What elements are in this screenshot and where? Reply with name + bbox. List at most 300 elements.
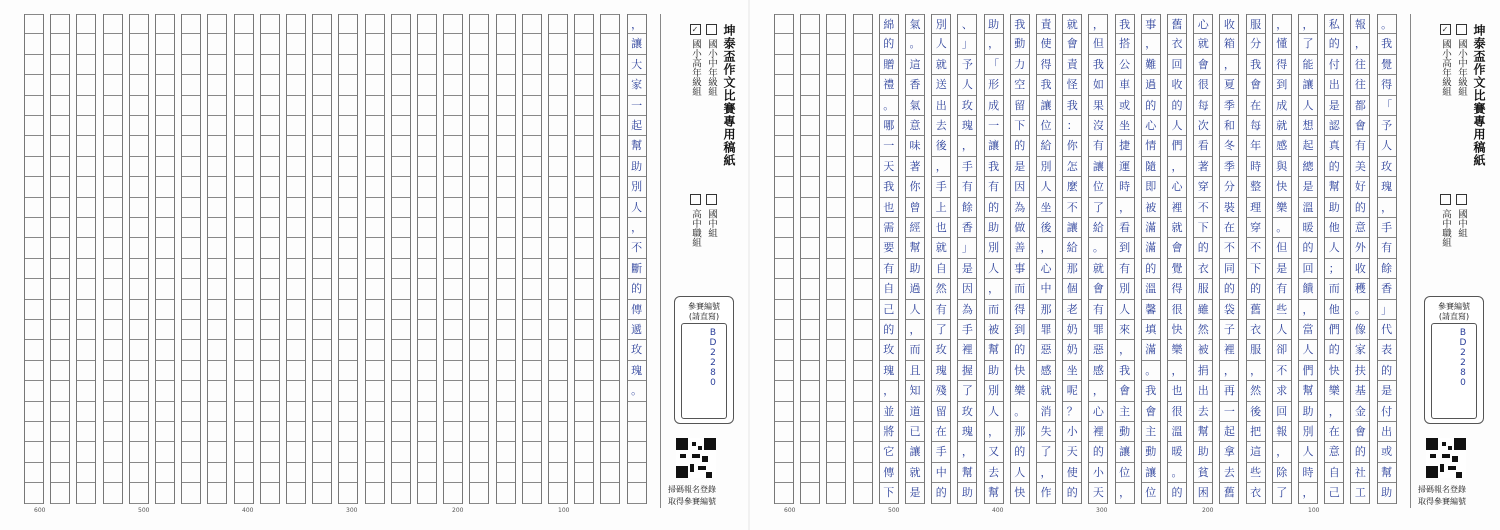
grid-cell[interactable]: 瑰 bbox=[880, 361, 898, 381]
option-elementary-high[interactable] bbox=[1438, 24, 1452, 96]
grid-cell[interactable]: 舊 bbox=[1220, 483, 1238, 503]
grid-cell[interactable] bbox=[104, 463, 122, 483]
grid-cell[interactable]: 人 bbox=[1299, 442, 1317, 462]
grid-cell[interactable] bbox=[523, 198, 541, 218]
grid-cell[interactable]: 別 bbox=[932, 14, 950, 34]
grid-cell[interactable] bbox=[208, 96, 226, 116]
grid-cell[interactable] bbox=[77, 340, 95, 360]
grid-cell[interactable] bbox=[470, 55, 488, 75]
grid-cell[interactable]: 讓 bbox=[1037, 96, 1055, 116]
grid-cell[interactable] bbox=[366, 238, 384, 258]
grid-cell[interactable]: 報 bbox=[1273, 422, 1291, 442]
grid-cell[interactable] bbox=[366, 320, 384, 340]
grid-cell[interactable] bbox=[854, 300, 872, 320]
grid-cell[interactable]: 瑰 bbox=[958, 116, 976, 136]
grid-cell[interactable]: 的 bbox=[1325, 340, 1343, 360]
grid-cell[interactable] bbox=[392, 136, 410, 156]
grid-cell[interactable] bbox=[601, 55, 619, 75]
grid-cell[interactable]: ， bbox=[1116, 340, 1134, 360]
grid-cell[interactable] bbox=[366, 402, 384, 422]
grid-cell[interactable]: 快 bbox=[1011, 483, 1029, 503]
grid-cell[interactable] bbox=[25, 96, 43, 116]
grid-cell[interactable] bbox=[575, 96, 593, 116]
grid-cell[interactable] bbox=[130, 320, 148, 340]
grid-cell[interactable] bbox=[182, 340, 200, 360]
grid-cell[interactable] bbox=[235, 340, 253, 360]
grid-cell[interactable] bbox=[77, 116, 95, 136]
grid-cell[interactable] bbox=[418, 75, 436, 95]
grid-cell[interactable] bbox=[182, 279, 200, 299]
grid-cell[interactable] bbox=[261, 422, 279, 442]
grid-cell[interactable]: 這 bbox=[1247, 442, 1265, 462]
grid-cell[interactable]: 。 bbox=[628, 381, 646, 401]
grid-cell[interactable]: 意 bbox=[906, 116, 924, 136]
grid-cell[interactable] bbox=[392, 361, 410, 381]
grid-cell[interactable]: 形 bbox=[985, 75, 1003, 95]
grid-cell[interactable] bbox=[827, 177, 845, 197]
grid-cell[interactable] bbox=[801, 34, 819, 54]
grid-cell[interactable]: 」 bbox=[958, 238, 976, 258]
grid-cell[interactable] bbox=[235, 177, 253, 197]
grid-cell[interactable]: 求 bbox=[1273, 381, 1291, 401]
grid-cell[interactable] bbox=[366, 116, 384, 136]
grid-cell[interactable] bbox=[470, 381, 488, 401]
grid-cell[interactable] bbox=[313, 340, 331, 360]
grid-cell[interactable] bbox=[25, 279, 43, 299]
grid-cell[interactable]: ， bbox=[1325, 402, 1343, 422]
grid-cell[interactable] bbox=[156, 340, 174, 360]
grid-cell[interactable] bbox=[392, 259, 410, 279]
grid-cell[interactable]: 穿 bbox=[1247, 218, 1265, 238]
grid-cell[interactable] bbox=[497, 361, 515, 381]
grid-cell[interactable] bbox=[313, 442, 331, 462]
grid-cell[interactable] bbox=[235, 116, 253, 136]
grid-cell[interactable]: 的 bbox=[1142, 259, 1160, 279]
grid-cell[interactable] bbox=[313, 177, 331, 197]
grid-cell[interactable]: 舊 bbox=[1168, 14, 1186, 34]
grid-cell[interactable]: 在 bbox=[1247, 96, 1265, 116]
grid-cell[interactable] bbox=[77, 75, 95, 95]
grid-cell[interactable] bbox=[801, 381, 819, 401]
grid-cell[interactable] bbox=[339, 300, 357, 320]
grid-cell[interactable]: 助 bbox=[958, 483, 976, 503]
grid-cell[interactable]: 季 bbox=[1220, 157, 1238, 177]
grid-cell[interactable] bbox=[104, 320, 122, 340]
grid-cell[interactable] bbox=[366, 177, 384, 197]
grid-cell[interactable] bbox=[575, 136, 593, 156]
grid-cell[interactable] bbox=[801, 55, 819, 75]
grid-cell[interactable] bbox=[628, 442, 646, 462]
grid-cell[interactable]: 給 bbox=[1089, 218, 1107, 238]
grid-cell[interactable]: 有 bbox=[1089, 136, 1107, 156]
grid-cell[interactable]: 就 bbox=[1063, 14, 1081, 34]
grid-cell[interactable] bbox=[775, 463, 793, 483]
grid-cell[interactable]: 的 bbox=[1011, 340, 1029, 360]
grid-cell[interactable] bbox=[418, 320, 436, 340]
grid-cell[interactable] bbox=[235, 483, 253, 503]
grid-cell[interactable]: 的 bbox=[1089, 442, 1107, 462]
grid-cell[interactable] bbox=[497, 402, 515, 422]
grid-cell[interactable] bbox=[208, 116, 226, 136]
grid-cell[interactable]: ， bbox=[906, 320, 924, 340]
grid-cell[interactable] bbox=[51, 402, 69, 422]
grid-cell[interactable]: 但 bbox=[1089, 34, 1107, 54]
grid-cell[interactable] bbox=[523, 402, 541, 422]
grid-cell[interactable] bbox=[287, 198, 305, 218]
grid-cell[interactable]: ， bbox=[1220, 361, 1238, 381]
grid-cell[interactable] bbox=[366, 442, 384, 462]
grid-cell[interactable]: 到 bbox=[1273, 75, 1291, 95]
grid-cell[interactable] bbox=[497, 116, 515, 136]
grid-cell[interactable] bbox=[801, 136, 819, 156]
grid-cell[interactable]: 留 bbox=[932, 402, 950, 422]
grid-cell[interactable]: 道 bbox=[906, 402, 924, 422]
grid-cell[interactable] bbox=[235, 442, 253, 462]
grid-cell[interactable] bbox=[523, 320, 541, 340]
grid-cell[interactable] bbox=[392, 300, 410, 320]
grid-cell[interactable]: 予 bbox=[958, 55, 976, 75]
grid-cell[interactable]: 助 bbox=[628, 157, 646, 177]
grid-cell[interactable] bbox=[827, 381, 845, 401]
grid-cell[interactable]: 餘 bbox=[958, 198, 976, 218]
grid-cell[interactable]: 箱 bbox=[1220, 34, 1238, 54]
grid-cell[interactable] bbox=[130, 279, 148, 299]
grid-cell[interactable]: 的 bbox=[1142, 96, 1160, 116]
grid-cell[interactable] bbox=[130, 218, 148, 238]
grid-cell[interactable]: 知 bbox=[906, 381, 924, 401]
grid-cell[interactable]: 為 bbox=[958, 300, 976, 320]
grid-cell[interactable] bbox=[25, 483, 43, 503]
grid-cell[interactable]: 的 bbox=[1011, 136, 1029, 156]
grid-cell[interactable] bbox=[854, 177, 872, 197]
grid-cell[interactable]: 很 bbox=[1168, 402, 1186, 422]
grid-cell[interactable]: 也 bbox=[1168, 381, 1186, 401]
grid-cell[interactable]: 人 bbox=[985, 259, 1003, 279]
grid-cell[interactable] bbox=[601, 218, 619, 238]
grid-cell[interactable]: 了 bbox=[1089, 198, 1107, 218]
grid-cell[interactable]: 個 bbox=[1063, 279, 1081, 299]
grid-cell[interactable]: 但 bbox=[1273, 238, 1291, 258]
grid-cell[interactable] bbox=[418, 422, 436, 442]
grid-cell[interactable]: 出 bbox=[932, 96, 950, 116]
grid-cell[interactable] bbox=[444, 422, 462, 442]
grid-cell[interactable] bbox=[549, 55, 567, 75]
grid-cell[interactable]: 手 bbox=[1378, 218, 1396, 238]
grid-cell[interactable] bbox=[208, 361, 226, 381]
grid-cell[interactable]: 氣 bbox=[906, 14, 924, 34]
grid-cell[interactable] bbox=[339, 157, 357, 177]
grid-cell[interactable]: 玫 bbox=[932, 340, 950, 360]
grid-cell[interactable]: 作 bbox=[1037, 483, 1055, 503]
grid-cell[interactable] bbox=[287, 75, 305, 95]
grid-cell[interactable]: 有 bbox=[958, 177, 976, 197]
grid-cell[interactable]: 公 bbox=[1116, 55, 1134, 75]
grid-cell[interactable]: 位 bbox=[1089, 177, 1107, 197]
grid-cell[interactable] bbox=[366, 136, 384, 156]
grid-cell[interactable] bbox=[287, 361, 305, 381]
grid-cell[interactable] bbox=[575, 320, 593, 340]
grid-cell[interactable]: 香 bbox=[958, 218, 976, 238]
grid-cell[interactable]: 我 bbox=[1142, 381, 1160, 401]
grid-cell[interactable] bbox=[25, 463, 43, 483]
grid-cell[interactable]: 隨 bbox=[1142, 157, 1160, 177]
grid-cell[interactable]: 別 bbox=[1299, 422, 1317, 442]
grid-cell[interactable] bbox=[497, 381, 515, 401]
grid-cell[interactable] bbox=[339, 75, 357, 95]
grid-cell[interactable]: 要 bbox=[880, 238, 898, 258]
grid-cell[interactable] bbox=[523, 34, 541, 54]
grid-cell[interactable]: 付 bbox=[1378, 402, 1396, 422]
grid-cell[interactable]: 些 bbox=[1273, 300, 1291, 320]
grid-cell[interactable]: 的 bbox=[1325, 157, 1343, 177]
grid-cell[interactable] bbox=[130, 136, 148, 156]
grid-cell[interactable] bbox=[418, 14, 436, 34]
grid-cell[interactable] bbox=[261, 14, 279, 34]
grid-cell[interactable] bbox=[130, 157, 148, 177]
grid-cell[interactable]: 我 bbox=[985, 157, 1003, 177]
grid-cell[interactable] bbox=[827, 300, 845, 320]
grid-cell[interactable] bbox=[25, 177, 43, 197]
grid-cell[interactable] bbox=[601, 381, 619, 401]
grid-cell[interactable]: 事 bbox=[1142, 14, 1160, 34]
grid-cell[interactable]: 自 bbox=[1325, 463, 1343, 483]
grid-cell[interactable]: 是 bbox=[906, 483, 924, 503]
grid-cell[interactable] bbox=[287, 320, 305, 340]
grid-cell[interactable] bbox=[182, 402, 200, 422]
grid-cell[interactable] bbox=[854, 34, 872, 54]
grid-cell[interactable] bbox=[392, 96, 410, 116]
grid-cell[interactable] bbox=[497, 198, 515, 218]
grid-cell[interactable] bbox=[497, 238, 515, 258]
grid-cell[interactable] bbox=[261, 442, 279, 462]
grid-cell[interactable]: 意 bbox=[1325, 442, 1343, 462]
grid-cell[interactable]: 惡 bbox=[1089, 340, 1107, 360]
grid-cell[interactable] bbox=[444, 198, 462, 218]
grid-cell[interactable] bbox=[77, 300, 95, 320]
grid-cell[interactable] bbox=[208, 381, 226, 401]
grid-cell[interactable]: 每 bbox=[1194, 96, 1212, 116]
grid-cell[interactable]: 就 bbox=[1089, 259, 1107, 279]
grid-cell[interactable] bbox=[313, 300, 331, 320]
grid-cell[interactable] bbox=[601, 483, 619, 503]
grid-cell[interactable]: 手 bbox=[932, 442, 950, 462]
grid-cell[interactable]: 上 bbox=[932, 198, 950, 218]
grid-cell[interactable] bbox=[827, 218, 845, 238]
grid-cell[interactable]: 了 bbox=[958, 381, 976, 401]
grid-cell[interactable] bbox=[339, 320, 357, 340]
grid-cell[interactable] bbox=[130, 198, 148, 218]
grid-cell[interactable]: 幫 bbox=[1325, 177, 1343, 197]
grid-cell[interactable] bbox=[523, 55, 541, 75]
grid-cell[interactable] bbox=[104, 279, 122, 299]
grid-cell[interactable] bbox=[523, 177, 541, 197]
grid-cell[interactable] bbox=[25, 157, 43, 177]
grid-cell[interactable]: 滿 bbox=[1142, 340, 1160, 360]
grid-cell[interactable] bbox=[156, 320, 174, 340]
grid-cell[interactable] bbox=[470, 14, 488, 34]
grid-cell[interactable]: 覺 bbox=[1378, 55, 1396, 75]
grid-cell[interactable] bbox=[854, 96, 872, 116]
grid-cell[interactable]: 助 bbox=[1325, 198, 1343, 218]
grid-cell[interactable]: 下 bbox=[1194, 218, 1212, 238]
grid-cell[interactable] bbox=[104, 361, 122, 381]
grid-cell[interactable]: 已 bbox=[906, 422, 924, 442]
grid-cell[interactable] bbox=[366, 340, 384, 360]
grid-cell[interactable] bbox=[854, 14, 872, 34]
grid-cell[interactable] bbox=[287, 300, 305, 320]
grid-cell[interactable]: 裡 bbox=[1220, 340, 1238, 360]
grid-cell[interactable]: 有 bbox=[932, 300, 950, 320]
grid-cell[interactable]: 到 bbox=[1116, 238, 1134, 258]
grid-cell[interactable] bbox=[497, 34, 515, 54]
grid-cell[interactable]: 人 bbox=[1325, 238, 1343, 258]
grid-cell[interactable] bbox=[130, 381, 148, 401]
grid-cell[interactable] bbox=[130, 34, 148, 54]
grid-cell[interactable] bbox=[25, 422, 43, 442]
grid-cell[interactable]: 讓 bbox=[1299, 75, 1317, 95]
grid-cell[interactable]: 冬 bbox=[1220, 136, 1238, 156]
grid-cell[interactable]: ， bbox=[1168, 361, 1186, 381]
grid-cell[interactable] bbox=[130, 422, 148, 442]
grid-cell[interactable] bbox=[575, 14, 593, 34]
grid-cell[interactable] bbox=[182, 116, 200, 136]
grid-cell[interactable]: 衣 bbox=[1247, 320, 1265, 340]
grid-cell[interactable]: 的 bbox=[1299, 238, 1317, 258]
grid-cell[interactable]: 即 bbox=[1142, 177, 1160, 197]
grid-cell[interactable] bbox=[392, 463, 410, 483]
grid-cell[interactable] bbox=[801, 157, 819, 177]
grid-cell[interactable]: 樂 bbox=[1168, 340, 1186, 360]
grid-cell[interactable] bbox=[77, 320, 95, 340]
grid-cell[interactable] bbox=[339, 14, 357, 34]
grid-cell[interactable] bbox=[51, 116, 69, 136]
grid-cell[interactable]: 然 bbox=[1247, 381, 1265, 401]
grid-cell[interactable]: 傳 bbox=[880, 463, 898, 483]
grid-cell[interactable] bbox=[392, 442, 410, 462]
grid-cell[interactable]: 卻 bbox=[1273, 340, 1291, 360]
grid-cell[interactable] bbox=[25, 198, 43, 218]
grid-cell[interactable] bbox=[549, 320, 567, 340]
grid-cell[interactable] bbox=[801, 422, 819, 442]
grid-cell[interactable] bbox=[444, 55, 462, 75]
grid-cell[interactable] bbox=[313, 198, 331, 218]
grid-cell[interactable] bbox=[287, 157, 305, 177]
grid-cell[interactable]: 成 bbox=[1273, 96, 1291, 116]
grid-cell[interactable] bbox=[51, 177, 69, 197]
grid-cell[interactable] bbox=[287, 34, 305, 54]
grid-cell[interactable] bbox=[854, 279, 872, 299]
grid-cell[interactable] bbox=[182, 218, 200, 238]
grid-cell[interactable]: 而 bbox=[1325, 279, 1343, 299]
grid-cell[interactable]: 會 bbox=[1116, 381, 1134, 401]
grid-cell[interactable] bbox=[51, 381, 69, 401]
grid-cell[interactable]: 分 bbox=[1247, 34, 1265, 54]
grid-cell[interactable] bbox=[25, 402, 43, 422]
grid-cell[interactable] bbox=[854, 340, 872, 360]
grid-cell[interactable]: ， bbox=[958, 442, 976, 462]
grid-cell[interactable]: 舊 bbox=[1247, 300, 1265, 320]
grid-cell[interactable]: 了 bbox=[1037, 442, 1055, 462]
grid-cell[interactable] bbox=[339, 422, 357, 442]
grid-cell[interactable] bbox=[339, 402, 357, 422]
grid-cell[interactable]: 不 bbox=[1063, 198, 1081, 218]
grid-cell[interactable]: ， bbox=[1351, 34, 1369, 54]
grid-cell[interactable] bbox=[235, 157, 253, 177]
grid-cell[interactable] bbox=[444, 177, 462, 197]
grid-cell[interactable] bbox=[51, 300, 69, 320]
grid-cell[interactable] bbox=[313, 238, 331, 258]
grid-cell[interactable]: 看 bbox=[1116, 218, 1134, 238]
grid-cell[interactable] bbox=[104, 259, 122, 279]
grid-cell[interactable]: 予 bbox=[1378, 116, 1396, 136]
grid-cell[interactable]: 不 bbox=[1220, 238, 1238, 258]
grid-cell[interactable]: 了 bbox=[1273, 483, 1291, 503]
grid-cell[interactable] bbox=[775, 300, 793, 320]
grid-cell[interactable] bbox=[366, 361, 384, 381]
grid-cell[interactable]: 助 bbox=[1378, 483, 1396, 503]
grid-cell[interactable]: 回 bbox=[1168, 55, 1186, 75]
grid-cell[interactable] bbox=[827, 55, 845, 75]
grid-cell[interactable]: 好 bbox=[1351, 177, 1369, 197]
grid-cell[interactable] bbox=[156, 422, 174, 442]
grid-cell[interactable] bbox=[523, 157, 541, 177]
grid-cell[interactable]: 。 bbox=[1351, 300, 1369, 320]
grid-cell[interactable]: 玫 bbox=[628, 340, 646, 360]
grid-cell[interactable] bbox=[208, 320, 226, 340]
grid-cell[interactable]: 的 bbox=[985, 198, 1003, 218]
grid-cell[interactable] bbox=[287, 218, 305, 238]
grid-cell[interactable] bbox=[156, 34, 174, 54]
grid-cell[interactable] bbox=[444, 402, 462, 422]
grid-cell[interactable] bbox=[549, 157, 567, 177]
checkbox[interactable] bbox=[706, 24, 717, 35]
grid-cell[interactable] bbox=[104, 422, 122, 442]
grid-cell[interactable]: 們 bbox=[1325, 320, 1343, 340]
grid-cell[interactable] bbox=[77, 381, 95, 401]
grid-cell[interactable] bbox=[523, 259, 541, 279]
grid-cell[interactable]: 的 bbox=[1220, 279, 1238, 299]
grid-cell[interactable] bbox=[261, 381, 279, 401]
grid-cell[interactable] bbox=[51, 75, 69, 95]
grid-cell[interactable] bbox=[392, 218, 410, 238]
grid-cell[interactable] bbox=[775, 116, 793, 136]
grid-cell[interactable]: 消 bbox=[1037, 402, 1055, 422]
grid-cell[interactable] bbox=[25, 442, 43, 462]
grid-cell[interactable] bbox=[130, 402, 148, 422]
grid-cell[interactable] bbox=[575, 279, 593, 299]
checkbox[interactable]: ✓ bbox=[1440, 24, 1451, 35]
grid-cell[interactable] bbox=[313, 463, 331, 483]
grid-cell[interactable]: 位 bbox=[1116, 463, 1134, 483]
grid-cell[interactable] bbox=[392, 55, 410, 75]
grid-cell[interactable] bbox=[601, 238, 619, 258]
grid-cell[interactable] bbox=[339, 483, 357, 503]
grid-cell[interactable]: 己 bbox=[880, 300, 898, 320]
grid-cell[interactable]: 暖 bbox=[1168, 442, 1186, 462]
grid-cell[interactable]: 溫 bbox=[1142, 279, 1160, 299]
grid-cell[interactable] bbox=[261, 218, 279, 238]
grid-cell[interactable]: 並 bbox=[880, 402, 898, 422]
grid-cell[interactable]: 就 bbox=[1037, 381, 1055, 401]
grid-cell[interactable]: 位 bbox=[1142, 483, 1160, 503]
grid-cell[interactable] bbox=[104, 483, 122, 503]
grid-cell[interactable] bbox=[366, 55, 384, 75]
grid-cell[interactable]: 的 bbox=[1351, 198, 1369, 218]
grid-cell[interactable]: 主 bbox=[1116, 402, 1134, 422]
grid-cell[interactable]: 車 bbox=[1116, 75, 1134, 95]
grid-cell[interactable] bbox=[392, 422, 410, 442]
grid-cell[interactable]: 付 bbox=[1325, 55, 1343, 75]
